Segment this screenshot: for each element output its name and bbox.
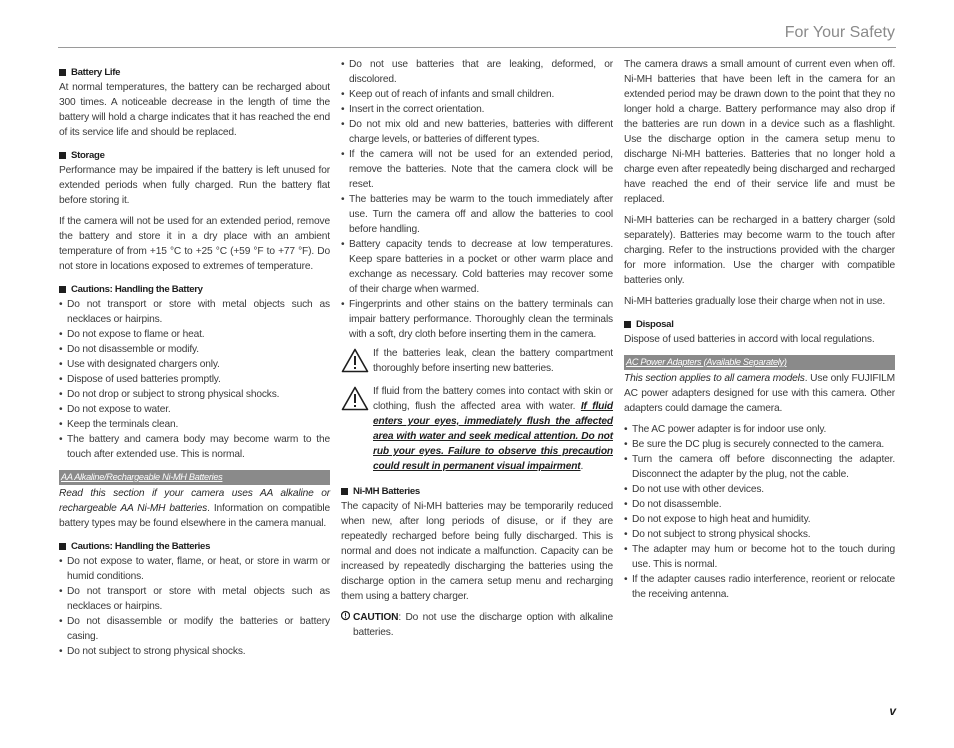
column-3	[624, 57, 895, 602]
list-item: • Keep out of reach of infants and small children.	[341, 87, 613, 102]
nimh-text: The capacity of Ni-MH batteries may be temporarily reduced when new, after long periods of disuse, or if they are repeatedly recharged before being fully discharged. This is normal and does not indicate a malfunction. Capacity can be increased by repeatedly discharging the batteries using the discharge option in the camera setup menu and recharging them using a battery charger.	[341, 501, 613, 602]
caution-icon	[341, 610, 353, 640]
warning-fluid	[341, 384, 613, 474]
column-1	[59, 57, 330, 659]
cautions-battery-heading	[59, 282, 330, 297]
heading-text: Storage	[71, 150, 105, 161]
storage-text-2: If the camera will not be used for an extended period, remove the battery and store it in a dry place with an ambient temperature of from +15 °C to +25 °C (+59 °F to +77 °F). Do not store in locations exposed to extremes of temperature.	[59, 216, 330, 272]
list-item: • Do not drop or subject to strong physical shocks.	[59, 387, 330, 402]
list-item: • Do not expose to flame or heat.	[59, 327, 330, 342]
warning-fluid-emphasis: If fluid enters your eyes, immediately flush the affected area with water and seek medical attention. Do not rub your eyes. Failure to observe this precaution could result in permanent visual impairment	[373, 401, 613, 472]
list-item: • If the adapter causes radio interference, reorient or relocate the receiving antenna.	[624, 572, 895, 602]
square-bullet-icon	[59, 286, 66, 293]
list-item: • Do not transport or store with metal objects such as necklaces or hairpins.	[59, 584, 330, 614]
storage-text-1: Performance may be impaired if the battery is left unused for extended periods when fully charged. Run the battery flat before storing it.	[59, 165, 330, 206]
nimh-self-discharge-text: Ni-MH batteries gradually lose their charge when not in use.	[624, 296, 886, 307]
list-item: • Turn the camera off before disconnecting the adapter. Disconnect the adapter by the plug, not the cable.	[624, 452, 895, 482]
aa-intro	[59, 486, 330, 531]
battery-life-heading	[59, 65, 330, 80]
caution-body: : Do not use the discharge option with alkaline batteries.	[353, 612, 613, 638]
list-item: • Battery capacity tends to decrease at low temperatures. Keep spare batteries in a pocket or other warm place and exchange as necessary. Cold batteries may recover some of their charge when warmed.	[341, 237, 613, 297]
caution-label: CAUTION	[353, 612, 399, 623]
caution-text	[353, 610, 613, 640]
list-item: • Be sure the DC plug is securely connected to the camera.	[624, 437, 895, 452]
list-item: • The battery and camera body may become warm to the touch after extended use. This is normal.	[59, 432, 330, 462]
list-item: • The batteries may be warm to the touch immediately after use. Turn the camera off and allow the batteries to cool before handling.	[341, 192, 613, 237]
list-item: • Dispose of used batteries promptly.	[59, 372, 330, 387]
square-bullet-icon	[341, 488, 348, 495]
warning-fluid-text	[373, 384, 613, 474]
list-item: • Use with designated chargers only.	[59, 357, 330, 372]
list-item: • Insert in the correct orientation.	[341, 102, 613, 117]
list-item: • Do not use batteries that are leaking, deformed, or discolored.	[341, 57, 613, 87]
heading-text: Ni-MH Batteries	[353, 486, 420, 497]
list-item: • The AC power adapter is for indoor use only.	[624, 422, 895, 437]
heading-text: Battery Life	[71, 67, 121, 78]
disposal-heading	[624, 317, 895, 332]
warning-leak-text: If the batteries leak, clean the battery compartment thoroughly before inserting new batteries.	[373, 348, 613, 374]
list-item: • Do not subject to strong physical shocks.	[59, 644, 330, 659]
list-item: • Do not expose to water.	[59, 402, 330, 417]
list-item: • Do not expose to water, flame, or heat, or store in warm or humid conditions.	[59, 554, 330, 584]
aa-intro-rest: . Information on compatible battery types may be found elsewhere in the camera manual.	[59, 503, 330, 529]
list-item: • Do not disassemble.	[624, 497, 895, 512]
ac-intro-italic: This section applies to all camera models	[624, 373, 805, 384]
ac-intro	[624, 371, 895, 416]
square-bullet-icon	[59, 543, 66, 550]
nimh-text-continued: The camera draws a small amount of current even when off. Ni-MH batteries that have been left in the camera for an extended period may be drawn down to the point that they no longer hold a charge. Battery performance may also drop if the batteries are run down in a device such as a flashlight. Use the discharge option in the camera setup menu to discharge Ni-MH batteries. Batteries that no longer hold a charge even after repeatedly being discharged and recharged have reached the end of their service life and must be replaced.	[624, 59, 895, 205]
cautions-battery-list	[59, 297, 330, 462]
nimh-charger-text: Ni-MH batteries can be recharged in a battery charger (sold separately). Batteries may become warm to the touch after charging. Refer to the instructions provided with the charger for more information. Use the charger with compatible batteries only.	[624, 215, 895, 286]
list-item: • Do not expose to high heat and humidity.	[624, 512, 895, 527]
list-item: • Do not disassemble or modify.	[59, 342, 330, 357]
page-header-title: For Your Safety	[784, 24, 895, 41]
nimh-heading	[341, 484, 613, 499]
square-bullet-icon	[59, 69, 66, 76]
list-item: • If the camera will not be used for an extended period, remove the batteries. Note that the camera clock will be reset.	[341, 147, 613, 192]
heading-text: Cautions: Handling the Batteries	[71, 541, 211, 552]
square-bullet-icon	[624, 321, 631, 328]
aa-batteries-band: AA Alkaline/Rechargeable Ni-MH Batteries	[59, 470, 330, 485]
storage-heading	[59, 148, 330, 163]
header-rule	[58, 47, 896, 48]
heading-text: Disposal	[636, 319, 674, 330]
warning-fluid-plain: If fluid from the battery comes into contact with skin or clothing, flush the affected area with water.	[373, 386, 613, 412]
list-item: • Keep the terminals clean.	[59, 417, 330, 432]
cautions-batteries-heading	[59, 539, 330, 554]
warning-triangle-icon	[341, 384, 373, 474]
square-bullet-icon	[59, 152, 66, 159]
ac-adapters-band: AC Power Adapters (Available Separately)	[624, 355, 895, 370]
warning-fluid-end: .	[580, 461, 584, 472]
heading-text: Cautions: Handling the Battery	[71, 284, 203, 295]
column-2	[341, 57, 613, 640]
list-item: • Do not subject to strong physical shocks.	[624, 527, 895, 542]
ac-intro-rest: . Use only FUJIFILM AC power adapters designed for use with this camera. Other adapters could damage the camera.	[624, 373, 895, 414]
list-item: • Fingerprints and other stains on the battery terminals can impair battery performance. Thoroughly clean the terminals with a soft, dry cloth before inserting them in the camera.	[341, 297, 613, 342]
disposal-text: Dispose of used batteries in accord with local regulations.	[624, 334, 875, 345]
battery-precautions-list	[341, 57, 613, 342]
caution-note	[341, 610, 613, 640]
battery-life-text: At normal temperatures, the battery can be recharged about 300 times. A noticeable decrease in the length of time the battery will hold a charge indicates that it has reached the end of its service life and should be replaced.	[59, 82, 330, 138]
ac-adapter-list	[624, 422, 895, 602]
list-item: • Do not disassemble or modify the batteries or battery casing.	[59, 614, 330, 644]
list-item: • Do not transport or store with metal objects such as necklaces or hairpins.	[59, 297, 330, 327]
cautions-batteries-list	[59, 554, 330, 659]
list-item: • The adapter may hum or become hot to the touch during use. This is normal.	[624, 542, 895, 572]
list-item: • Do not mix old and new batteries, batteries with different charge levels, or batteries of different types.	[341, 117, 613, 147]
warning-leak	[341, 346, 613, 378]
list-item: • Do not use with other devices.	[624, 482, 895, 497]
warning-triangle-icon	[341, 346, 373, 378]
aa-intro-italic: Read this section if your camera uses AA alkaline or rechargeable AA Ni-MH batteries	[59, 488, 330, 514]
page-number: v	[889, 704, 896, 718]
